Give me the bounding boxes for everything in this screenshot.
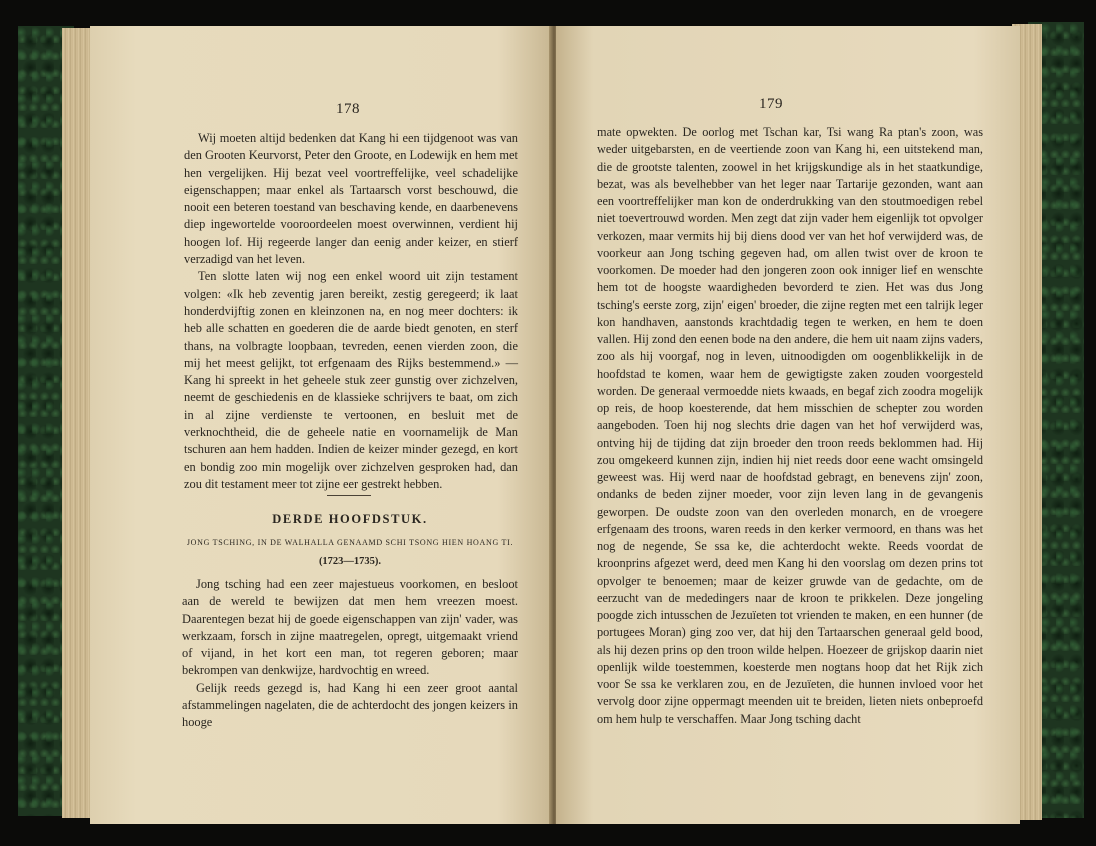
paragraph: mate opwekten. De oorlog met Tschan kar, Tsi wang Ra ptan's zoon, was weder uitgebarsten, en de veertiende zoon van Kang hi, een uitstekend man, die de grootste talenten, zoowel in het krijgskundige als in het staatkundige, bezat, was als bevelhebber van het leger naar Tartarije gezonden, want aan een voortreffelijker man kon de onderdrukking van den stoutmoedigen rebel niet toevertrouwd worden. Men zegt dat zijn vader hem eigenlijk tot opvolger verkozen, maar vermits hij bij diens dood ver van het hof verwijderd was, de voorkeur aan Jong tsching gegeven had, om allen twist over de kroon te voorkomen. De moeder had den jongeren zoon ook inniger lief en wenschte hem tot de hoogste waardigheden bevorderd te zien. Het was dus Jong tsching's eerste zorg, zijn' eigen' broeder, die zijne regten met een talrijk leger kon handhaven, aanstonds krachtdadig tegen te werken, en hem te doen vallen. Hij zond den eenen bode na den andere, die hem uit naam zijns vaders, zoo als hij voorgaf, nog in leven, uitnoodigden om oogenblikkelijk in de hoofdstad te komen, waar hem de gewigtigste zaken zouden voorgesteld worden. De generaal vermoedde niets kwaads, en begaf zich zoodra mogelijk op reis, de hoop koesterende, dat hem misschien de schepter zou worden aangeboden. Toen hij nog slechts drie dagen van het hof verwijderd was, ontving hij de tijding dat zijn broeder den troon reeds beklommen had. Hij zou omgekeerd kunnen zijn, indien hij niet reeds door eene wacht omsingeld geweest was. Hij werd naar de hoofdstad gebragt, en benevens zijn' zoon, ondanks de beden zijner moeder, voor zijn leven lang in de gevangenis geworpen. De oudste zoon van den overleden monarch, en de vroegere erfgenaam des troons, waren reeds in den kerker vermoord, en thans was het nog de negende, Se ssa ke, die achterdocht wekte. Reeds voordat de kroonprins afgezet werd, deed men Kang hi den voorslag om dezen prins tot opvolger te benoemen; maar de keizer gruwde van de gedachte, om de eerzucht van de mededingers naar de kroon te prikkelen. Deze jongeling poogde zich intusschen de Jezuïeten tot vrienden te maken, en een hunner (de portugees Moran) ging zoo ver, dat hij den Tartaarschen generaal geld bood, als hij dezen prins op den troon wilde helpen. Hoezeer de grijskop daarin niet openlijk wilde toestemmen, koesterde men nogtans hoop dat het Rijk zich voor Se ssa ke verklaren zou, en de Jezuïeten, die hunnen invloed voor het vervolg door zijne oppermagt meenden uit te breiden, lieten niets onbeproefd om hem hulp te verschaffen. Maar Jong tsching dacht <box>597 125 983 726</box>
section-divider <box>327 495 371 496</box>
paragraph: Ten slotte laten wij nog een enkel woord uit zijn testament volgen: «Ik heb zeventig jaren bereikt, zestig geregeerd; ik laat honderdvijftig zonen en kleinzonen na, en nog meer dochters: ik heb alle schatten en goederen die de aarde biedt genoten, en sterf thans, na volbragte loopbaan, tevreden, eenen vierden zoon, die mij het meest gelijkt, tot erfgenaam des Rijks bestemmend.» — Kang hi spreekt in het geheele stuk zeer gunstig over zichzelven, neemt de geschiedenis en de klassieke schrijvers te baat, om zich in al zijne verdienste te vertoonen, en besluit met de verknochtheid, die de geheele natie en voornamelijk de Man tschuren aan hem hadden. Indien de keizer minder gezegd, en kort en bondig zoo min mogelijk over zichzelven gesproken had, dan zou dit testament meer tot zijne eer gestrekt hebben. <box>184 269 518 491</box>
paragraph: Wij moeten altijd bedenken dat Kang hi een tijdgenoot was van den Grooten Keurvorst, Peter den Groote, en Lodewijk en hem met hen vergelijken. Hij bezat veel voortreffelijke, veel schadelijke eigenschappen; maar enkel als Tartaarsch vorst beschouwd, die nooit een beteren toestand van beschaving kende, en daarbenevens diep ingewortelde vooroordeelen moest overwinnen, verdient hij hoogen lof. Hij regeerde langer dan eenig ander keizer, en stierf verzadigd van het leven. <box>184 131 518 267</box>
chapter-title: DERDE HOOFDSTUK. <box>272 512 428 526</box>
right-page-body <box>597 124 983 728</box>
chapter-subtitle: JONG TSCHING, IN DE WALHALLA GENAAMD SCHI TSONG HIEN HOANG TI. <box>186 538 514 547</box>
right-page <box>556 26 1020 824</box>
chapter-body <box>182 576 518 732</box>
left-page-body <box>184 130 518 493</box>
chapter-years: (1723—1735). <box>318 556 382 567</box>
paragraph: Gelijk reeds gezegd is, had Kang hi een zeer groot aantal afstammelingen nagelaten, die de achterdocht des jongen keizers in hooge <box>182 680 518 730</box>
left-page <box>90 26 553 824</box>
page-number-left: 178 <box>336 101 360 117</box>
paragraph: Jong tsching had een zeer majestueus voorkomen, en besloot aan de wereld te bewijzen dat men hem vreezen moest. Daarentegen bezat hij de goede eigenschappen van zijn' vader, was werkzaam, forsch in zijne maatregelen, opregt, uitgemaakt vriend of vijand, in het kort een man, tot regeren geboren; maar bekrompen van denkwijze, hardvochtig en wreed. <box>182 577 518 678</box>
page-number-right: 179 <box>759 96 783 112</box>
